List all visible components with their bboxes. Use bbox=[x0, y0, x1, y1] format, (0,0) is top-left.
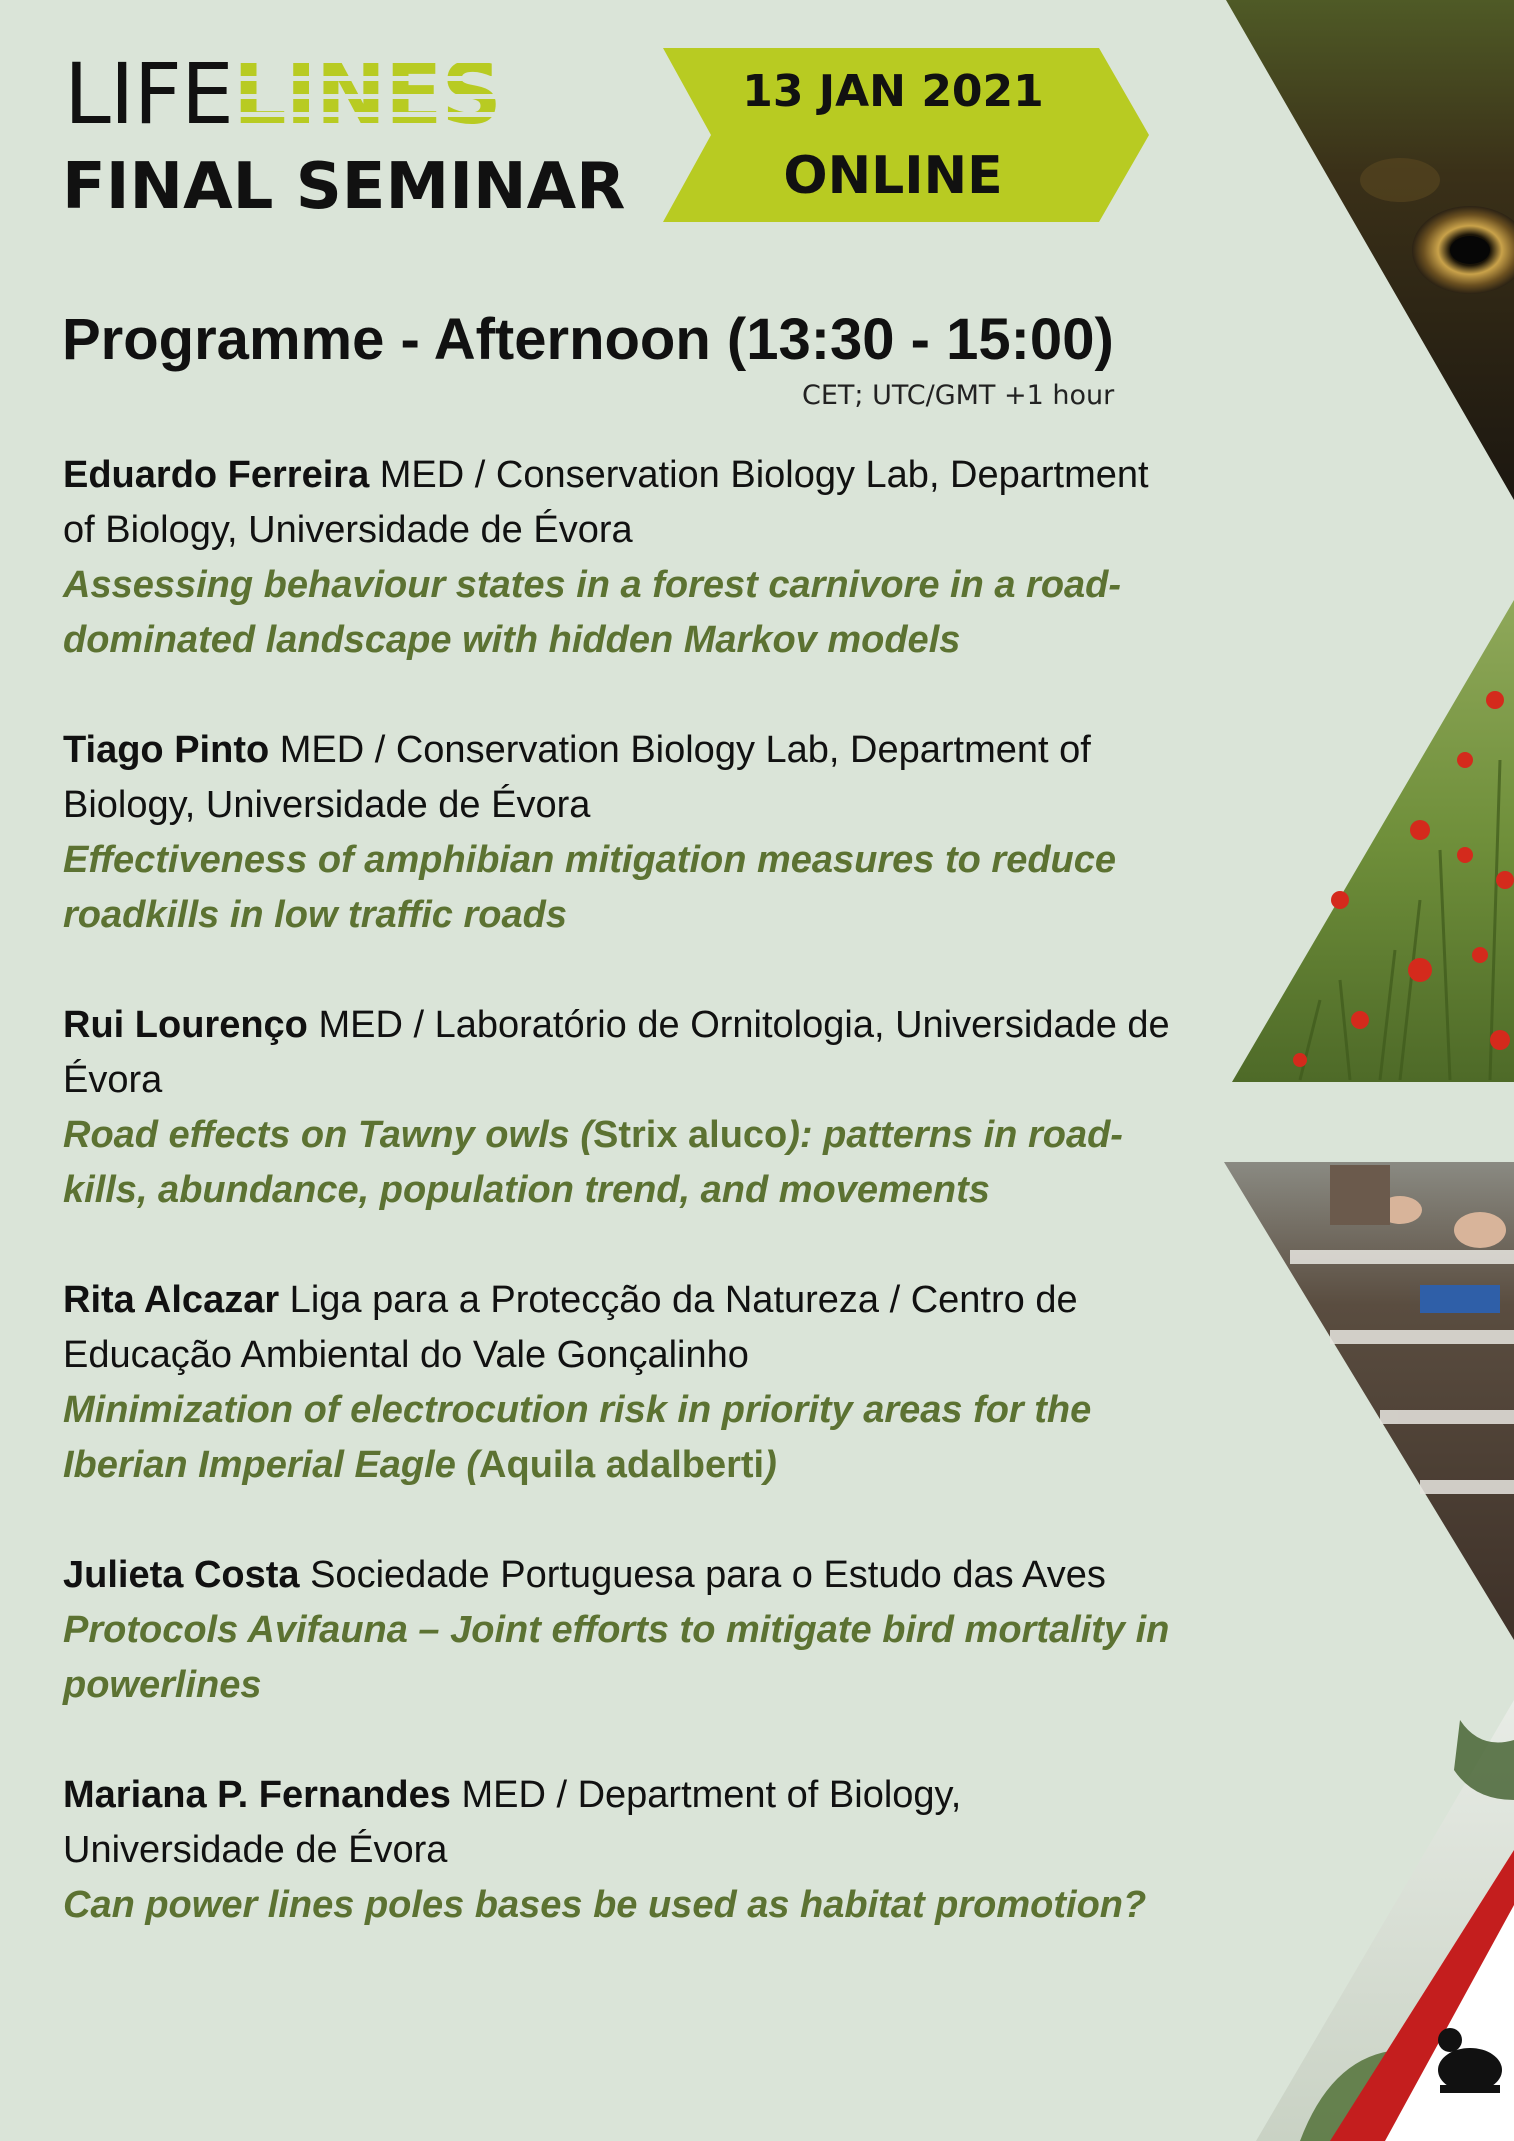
speaker-affiliation: MED / Conservation Biology Lab, Department of Biology, Universidade de Évora bbox=[63, 454, 1149, 551]
speaker-affiliation: MED / Laboratório de Ornitologia, Universidade de Évora bbox=[63, 1004, 1170, 1101]
speaker-name: Rui Lourenço bbox=[63, 1004, 308, 1046]
speaker-name: Mariana P. Fernandes bbox=[63, 1774, 451, 1816]
event-title: FINAL SEMINAR bbox=[62, 150, 626, 224]
event-date: 13 JAN 2021 bbox=[742, 66, 1044, 117]
species-name: Aquila adalberti bbox=[479, 1444, 765, 1486]
talk-title: Effectiveness of amphibian mitigation measures to reduce roadkills in low traffic roads bbox=[63, 839, 1117, 936]
speaker-line bbox=[63, 723, 1183, 833]
toad-eye-photo bbox=[1226, 0, 1514, 500]
timezone-note: CET; UTC/GMT +1 hour bbox=[802, 380, 1115, 411]
speaker-name: Rita Alcazar bbox=[63, 1279, 280, 1321]
speaker-name: Tiago Pinto bbox=[63, 729, 270, 771]
seedling-trays-photo bbox=[1224, 1162, 1514, 1640]
talk-title-text: Road effects on Tawny owls ( bbox=[63, 1114, 593, 1156]
talk-item bbox=[63, 448, 1183, 668]
talk-title-text: ): patterns in road-kills, abundance, population trend, and movements bbox=[63, 1114, 1123, 1211]
species-name: Strix aluco bbox=[592, 1114, 788, 1156]
programme-title: Programme - Afternoon (13:30 - 15:00) bbox=[62, 307, 1114, 372]
talk-title bbox=[63, 1108, 1183, 1218]
speaker-line bbox=[63, 998, 1183, 1108]
talk-title bbox=[63, 1383, 1183, 1493]
talk-item bbox=[63, 1548, 1183, 1713]
logo-lines-text: LINES bbox=[232, 45, 501, 143]
talk-item bbox=[63, 1273, 1183, 1493]
talk-title: Protocols Avifauna – Joint efforts to mitigate bird mortality in powerlines bbox=[63, 1609, 1170, 1706]
event-mode: ONLINE bbox=[783, 146, 1003, 206]
talk-title: Can power lines poles bases be used as habitat promotion? bbox=[63, 1884, 1147, 1926]
talk-item bbox=[63, 1768, 1183, 1933]
logo-wordmark bbox=[64, 45, 501, 143]
speaker-name: Eduardo Ferreira bbox=[63, 454, 370, 496]
poppy-field-photo bbox=[1232, 600, 1514, 1082]
talk-title-text: ) bbox=[764, 1444, 777, 1486]
lifelines-logo bbox=[64, 45, 501, 143]
speaker-affiliation: MED / Conservation Biology Lab, Department of Biology, Universidade de Évora bbox=[63, 729, 1091, 826]
speaker-affiliation: Sociedade Portuguesa para o Estudo das Aves bbox=[299, 1554, 1106, 1596]
date-banner bbox=[663, 48, 1149, 222]
speaker-line bbox=[63, 448, 1183, 558]
logo-life-text: LIFE bbox=[64, 45, 233, 143]
speaker-line bbox=[63, 1768, 1183, 1878]
talk-item bbox=[63, 998, 1183, 1218]
talk-title-text: Minimization of electrocution risk in priority areas for the Iberian Imperial Eagle ( bbox=[63, 1389, 1092, 1486]
talk-title: Assessing behaviour states in a forest carnivore in a road-dominated landscape with hidden Markov models bbox=[63, 564, 1122, 661]
talk-list bbox=[63, 448, 1183, 1988]
toad-warning-sign-photo bbox=[1256, 1700, 1514, 2141]
speaker-line bbox=[63, 1273, 1183, 1383]
speaker-affiliation: MED / Department of Biology, Universidade de Évora bbox=[63, 1774, 962, 1871]
speaker-affiliation: Liga para a Protecção da Natureza / Centro de Educação Ambiental do Vale Gonçalinho bbox=[63, 1279, 1078, 1376]
speaker-line bbox=[63, 1548, 1183, 1603]
speaker-name: Julieta Costa bbox=[63, 1554, 300, 1596]
talk-item bbox=[63, 723, 1183, 943]
